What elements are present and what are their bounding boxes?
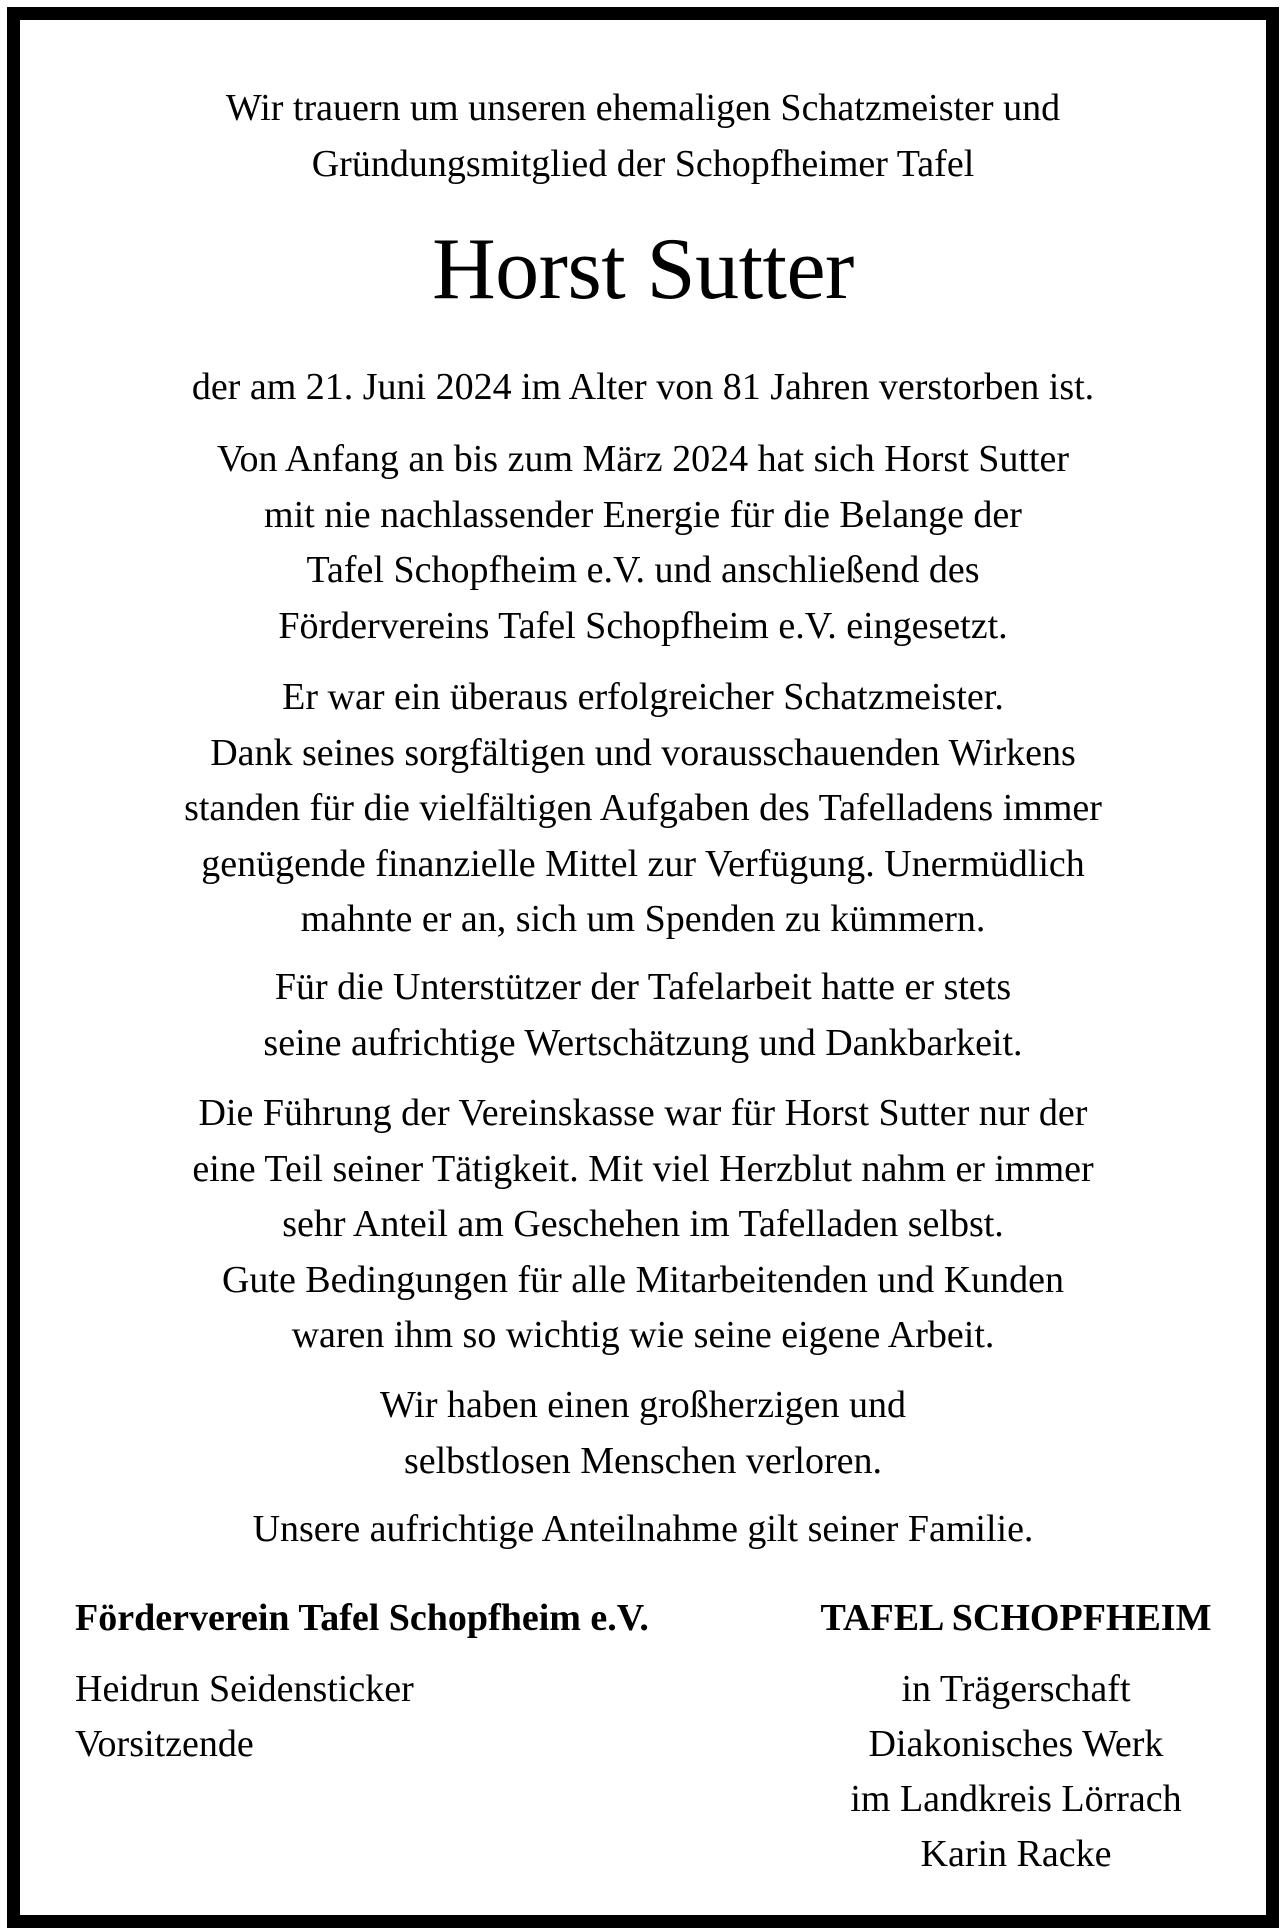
intro-line: Gründungsmitglied der Schopfheimer Tafel — [311, 143, 975, 185]
intro-line: Wir trauern um unseren ehemaligen Schatzmeister und — [225, 87, 1061, 129]
condolence-text: Unsere aufrichtige Anteilnahme gilt seiner Familie. — [252, 1508, 1034, 1550]
paragraph-service — [40, 432, 1246, 654]
signature-line: Diakonisches Werk — [868, 1723, 1164, 1765]
paragraph-line: Dank seines sorgfältigen und vorausschauenden Wirkens — [210, 731, 1076, 774]
signatory-name: Karin Racke — [920, 1833, 1112, 1875]
signature-line: im Landkreis Lörrach — [850, 1778, 1182, 1820]
paragraph-loss — [40, 1378, 1246, 1489]
signature-details — [75, 1662, 649, 1772]
signature-org: Förderverein Tafel Schopfheim e.V. — [75, 1597, 649, 1639]
signature-foerderverein — [75, 1590, 649, 1772]
signature-tafel — [806, 1590, 1226, 1882]
paragraph-line: seine aufrichtige Wertschätzung und Dankbarkeit. — [263, 1021, 1023, 1064]
paragraph-line: Wir haben einen großherzigen und — [379, 1384, 907, 1426]
paragraph-line: Fördervereins Tafel Schopfheim e.V. eingesetzt. — [278, 604, 1008, 647]
paragraph-commitment — [40, 1086, 1246, 1364]
paragraph-line: Gute Bedingungen für alle Mitarbeitenden und Kunden — [221, 1258, 1065, 1301]
paragraph-line: genügende finanzielle Mittel zur Verfügung. Unermüdlich — [201, 842, 1085, 885]
paragraph-supporters — [40, 960, 1246, 1071]
paragraph-line: mit nie nachlassender Energie für die Belange der — [264, 493, 1022, 536]
paragraph-line: sehr Anteil am Geschehen im Tafelladen selbst. — [282, 1203, 1004, 1245]
signature-block — [40, 1590, 1246, 1890]
paragraph-line: waren ihm so wichtig wie seine eigene Arbeit. — [291, 1314, 995, 1356]
signature-org: TAFEL SCHOPFHEIM — [820, 1597, 1212, 1639]
paragraph-line: Tafel Schopfheim e.V. und anschließend des — [306, 549, 980, 591]
condolence — [40, 1502, 1246, 1558]
paragraph-line: Von Anfang an bis zum März 2024 hat sich Horst Sutter — [216, 438, 1070, 480]
paragraph-line: mahnte er an, sich um Spenden zu kümmern. — [300, 898, 986, 940]
date-line — [40, 360, 1246, 416]
signature-details — [806, 1662, 1226, 1882]
paragraph-line: standen für die vielfältigen Aufgaben des Tafelladens immer — [184, 787, 1102, 829]
deceased-name: Horst Sutter — [432, 221, 854, 318]
paragraph-line: eine Teil seiner Tätigkeit. Mit viel Herzblut nahm er immer — [192, 1147, 1094, 1190]
intro-text — [40, 80, 1246, 192]
paragraph-line: Er war ein überaus erfolgreicher Schatzmeister. — [282, 676, 1004, 718]
signature-line: in Trägerschaft — [901, 1668, 1131, 1710]
signatory-name: Heidrun Seidensticker — [75, 1668, 414, 1710]
obituary-frame — [7, 7, 1279, 1928]
signatory-role: Vorsitzende — [75, 1723, 254, 1765]
paragraph-treasurer — [40, 670, 1246, 948]
paragraph-line: selbstlosen Menschen verloren. — [403, 1439, 883, 1482]
date-line-text: der am 21. Juni 2024 im Alter von 81 Jahren verstorben ist. — [191, 366, 1095, 408]
paragraph-line: Die Führung der Vereinskasse war für Horst Sutter nur der — [198, 1092, 1088, 1134]
paragraph-line: Für die Unterstützer der Tafelarbeit hatte er stets — [274, 966, 1012, 1008]
